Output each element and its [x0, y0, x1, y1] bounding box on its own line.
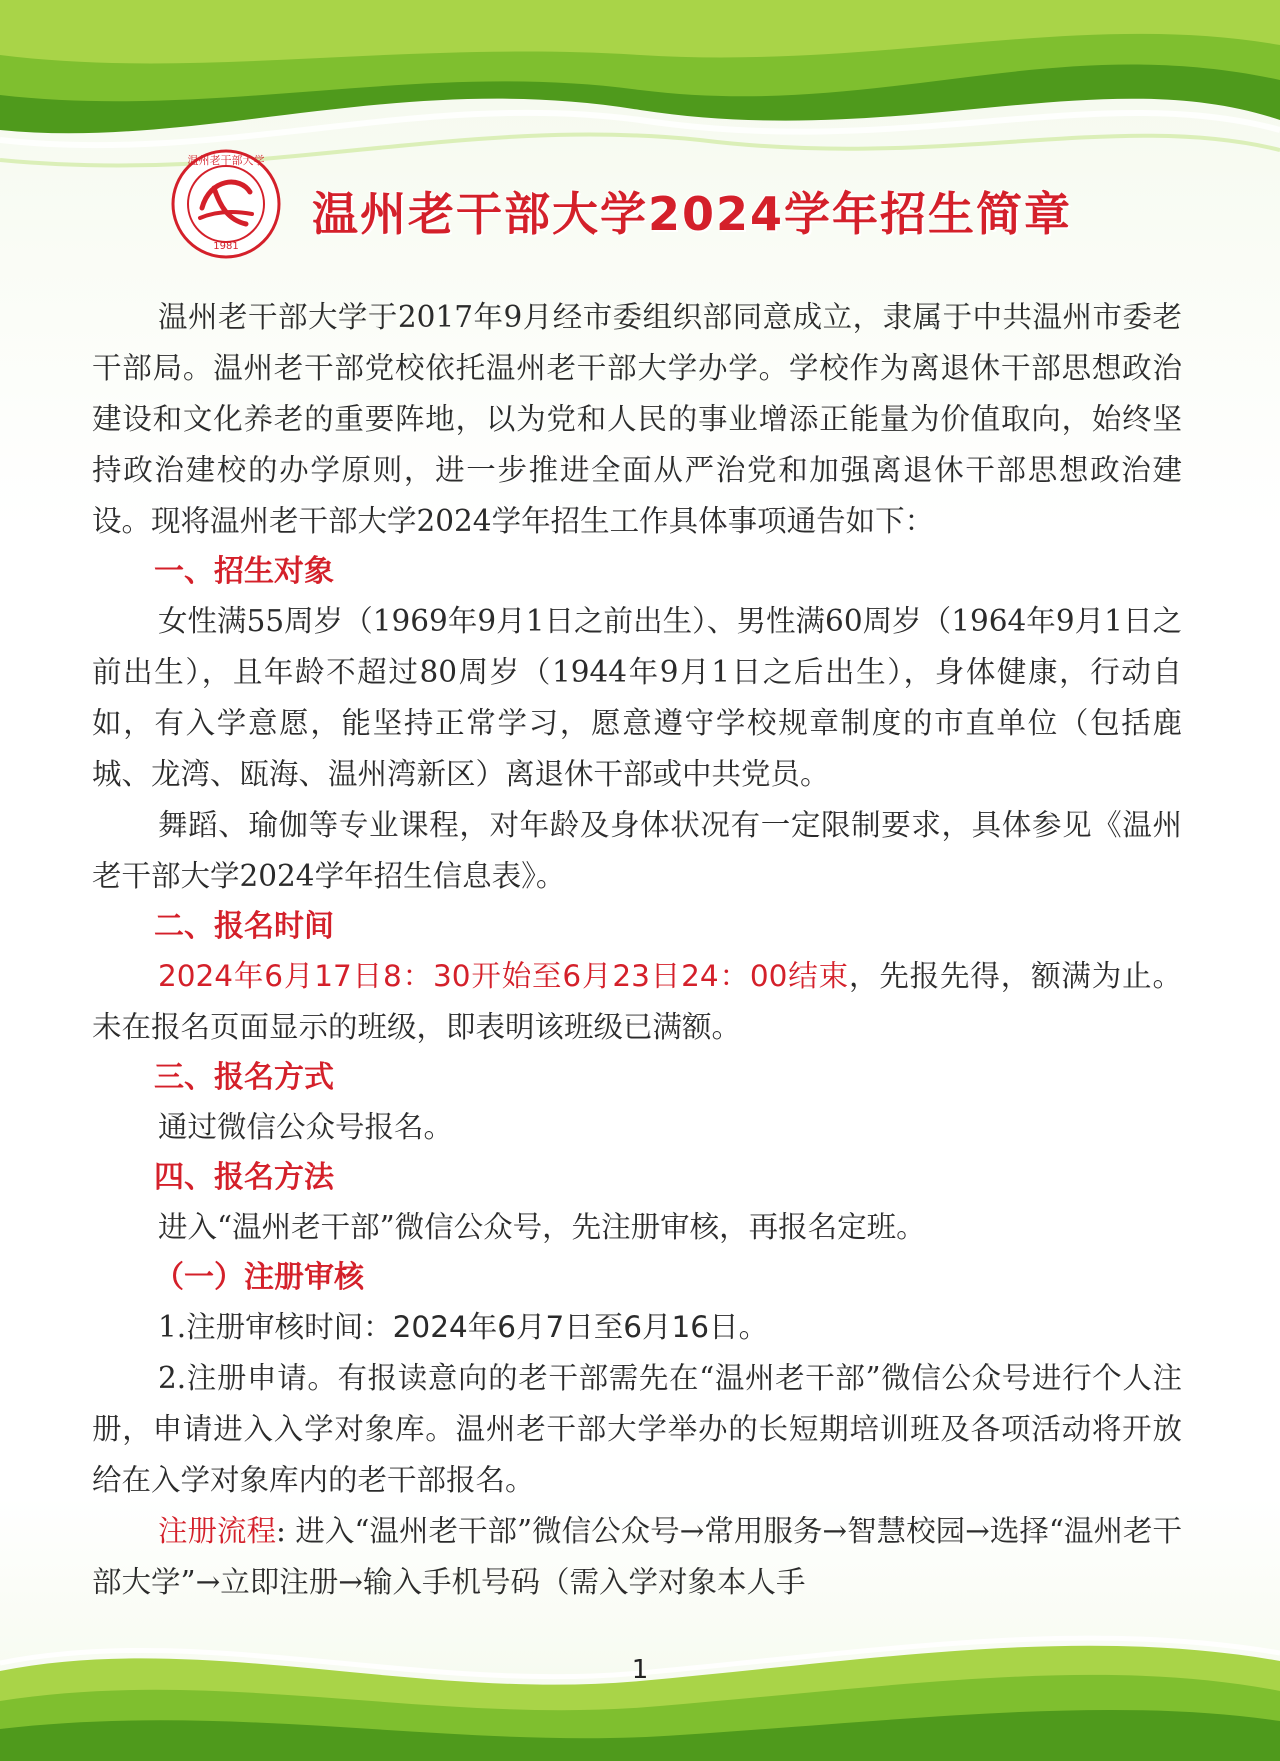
main-content: [92, 292, 1182, 1608]
section-heading-registration-time: 二、报名时间: [154, 909, 334, 944]
registration-time-highlight: 2024年6月17日8：30开始至6月23日24：00结束: [158, 959, 849, 993]
section-heading-recruitment-target: 一、招生对象: [154, 554, 334, 589]
registration-flow-text: : 进入“温州老干部”微信公众号→常用服务→智慧校园→选择“温州老干部大学”→立即注册→输入手机号码（需入学对象本人手: [92, 1514, 1182, 1599]
registration-time-rest: ，先报先得，额满为止。未在报名页面显示的班级，即表明该班级已满额。: [92, 959, 1182, 1044]
page-number: 1: [631, 1655, 649, 1685]
section-heading-registration-mode: 三、报名方式: [154, 1060, 334, 1095]
section1-paragraph-1: 女性满55周岁（1969年9月1日之前出生）、男性满60周岁（1964年9月1日之前出生），且年龄不超过80周岁（1944年9月1日之后出生），身体健康，行动自如，有入学意愿，能坚持正常学习，愿意遵守学校规章制度的市直单位（包括鹿城、龙湾、瓯海、温州湾新区）离退休干部或中共党员。: [92, 604, 1182, 791]
registration-application-item: 2.注册申请。有报读意向的老干部需先在“温州老干部”微信公众号进行个人注册，申请进入入学对象库。温州老干部大学举办的长短期培训班及各项活动将开放给在入学对象库内的老干部报名。: [92, 1361, 1182, 1497]
header: [170, 148, 1170, 268]
section2-paragraph: [92, 951, 1182, 1053]
bottom-wave-decoration: [0, 1611, 1280, 1761]
subsection-heading-registration-review: （一）注册审核: [154, 1260, 364, 1295]
logo-year: 1981: [213, 241, 239, 252]
review-time-item: [92, 1302, 1182, 1353]
intro-paragraph: 温州老干部大学于2017年9月经市委组织部同意成立，隶属于中共温州市委老干部局。温州老干部党校依托温州老干部大学办学。学校作为离退休干部思想政治建设和文化养老的重要阵地，以为党和人民的事业增添正能量为价值取向，始终坚持政治建校的办学原则，进一步推进全面从严治党和加强离退休干部思想政治建设。现将温州老干部大学2024学年招生工作具体事项通告如下：: [92, 300, 1182, 538]
section-heading-registration-method: 四、报名方法: [154, 1160, 334, 1195]
section3-paragraph: 通过微信公众号报名。: [158, 1110, 454, 1144]
university-logo: [170, 148, 282, 260]
section1-paragraph-2: 舞蹈、瑜伽等专业课程，对年龄及身体状况有一定限制要求，具体参见《温州老干部大学2024学年招生信息表》。: [92, 808, 1182, 893]
registration-flow-label: 注册流程: [158, 1514, 277, 1548]
review-time-label: 1.注册审核时间：: [158, 1310, 393, 1344]
page-title: 温州老干部大学2024学年招生简章: [312, 187, 1073, 241]
review-time-value: 2024年6月7日至6月16日。: [392, 1310, 769, 1344]
registration-flow-item: [92, 1506, 1182, 1608]
section4-paragraph: 进入“温州老干部”微信公众号，先注册审核，再报名定班。: [158, 1210, 926, 1244]
logo-ring-text: 温州老干部大学: [187, 154, 265, 167]
